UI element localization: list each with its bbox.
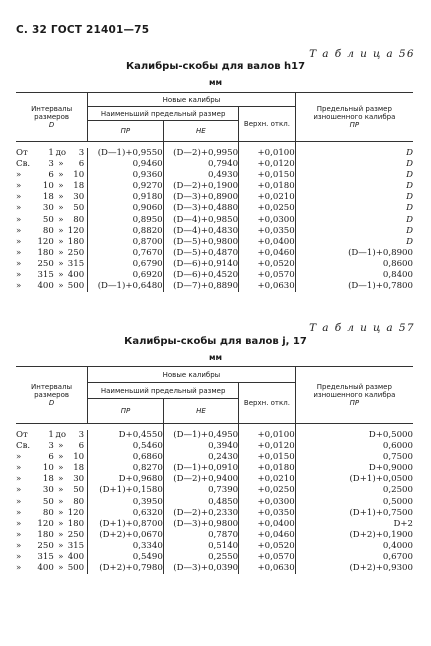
interval-from: 80 <box>42 225 54 236</box>
table-56-title: Калибры-скобы для валов h17 <box>125 61 306 72</box>
interval-separator: » <box>58 441 64 452</box>
interval-separator: » <box>58 540 64 551</box>
upper-deviation: +0,0520 <box>239 541 296 552</box>
interval-prefix: Св. <box>16 159 31 170</box>
interval-prefix: » <box>16 474 22 485</box>
pr-value: 0,9180 <box>88 192 163 203</box>
interval-separator: » <box>58 214 64 225</box>
worn-limit: D <box>406 148 413 158</box>
interval-separator: » <box>58 258 64 269</box>
interval-separator: » <box>58 474 64 485</box>
worn-limit: D+0,5000 <box>368 430 413 440</box>
table-57-title: Калибры-скобы для валов j, 17 <box>124 336 307 347</box>
interval-from: 18 <box>42 474 54 485</box>
pr-value: 0,6320 <box>88 508 164 519</box>
interval-separator: » <box>58 463 64 474</box>
interval-from: 250 <box>37 258 54 269</box>
interval-prefix: » <box>16 181 22 192</box>
interval-to: 50 <box>68 485 88 496</box>
table-57-unit: мм <box>208 353 223 362</box>
upper-deviation: +0,0180 <box>239 463 296 474</box>
interval-separator: » <box>58 192 64 203</box>
table-row <box>16 215 413 226</box>
interval-from: 315 <box>37 552 54 563</box>
worn-limit: D <box>406 192 413 203</box>
interval-from: 80 <box>42 507 54 518</box>
worn-limit: 0,7500 <box>382 452 413 463</box>
interval-to: 10 <box>68 452 88 463</box>
interval-to: 10 <box>68 170 88 181</box>
ne-value: (D—6)+0,4520 <box>163 270 238 281</box>
pr-value: 0,8700 <box>88 237 163 248</box>
table-row <box>16 563 413 574</box>
interval-prefix: » <box>16 463 22 474</box>
interval-prefix: » <box>16 518 22 529</box>
ne-value: (D—4)+0,9850 <box>163 215 238 226</box>
table-row <box>16 463 413 474</box>
table-row <box>16 148 413 159</box>
table-row <box>16 159 413 170</box>
table-56-least-header: Наименьший предельный размер <box>88 107 239 121</box>
worn-limit: D <box>406 170 413 181</box>
upper-deviation: +0,0180 <box>239 181 296 192</box>
pr-value: 0,6790 <box>88 259 163 270</box>
interval-to: 315 <box>68 259 88 270</box>
interval-prefix: Св. <box>16 441 31 452</box>
worn-limit: (D—1)+0,8900 <box>348 247 413 258</box>
table-row <box>16 270 413 281</box>
pr-value: 0,9270 <box>88 181 163 192</box>
worn-limit: 0,5000 <box>382 496 413 507</box>
worn-limit: D <box>406 236 413 247</box>
pr-value: 0,5460 <box>88 441 164 452</box>
interval-from: 3 <box>48 441 54 452</box>
table-row <box>16 226 413 237</box>
table-row <box>16 203 413 214</box>
interval-to: 6 <box>68 159 88 170</box>
upper-deviation: +0,0630 <box>239 281 296 292</box>
interval-from: 50 <box>42 496 54 507</box>
ne-value: (D—2)+0,9400 <box>163 474 238 485</box>
table-row <box>16 497 413 508</box>
worn-limit: (D+1)+0,7500 <box>349 507 413 518</box>
upper-deviation: +0,0150 <box>239 170 296 181</box>
interval-from: 400 <box>37 281 54 292</box>
table-row <box>16 485 413 496</box>
pr-value: 0,8270 <box>88 463 164 474</box>
interval-prefix: » <box>16 496 22 507</box>
pr-value: 0,6860 <box>88 452 164 463</box>
pr-value: 0,8820 <box>88 226 163 237</box>
ne-value: (D—6)+0,9140 <box>163 259 238 270</box>
interval-prefix: » <box>16 452 22 463</box>
table-56-unit: мм <box>208 78 223 87</box>
worn-limit: 0,6700 <box>382 552 413 563</box>
pr-value: D+0,9680 <box>88 474 164 485</box>
interval-to: 18 <box>68 181 88 192</box>
ne-value: (D—2)+0,1900 <box>163 181 238 192</box>
table-57-least-header: Наименьший предельный размер <box>88 383 239 399</box>
interval-separator: » <box>58 270 64 281</box>
upper-deviation: +0,0300 <box>239 497 296 508</box>
interval-to: 180 <box>68 237 88 248</box>
pr-value: (D+2)+0,7980 <box>88 563 164 574</box>
worn-limit: 0,8400 <box>382 270 413 281</box>
table-row <box>16 237 413 248</box>
table-row <box>16 248 413 259</box>
interval-to: 80 <box>68 497 88 508</box>
pr-value: 0,3950 <box>88 497 164 508</box>
table-row <box>16 541 413 552</box>
worn-limit: (D+2)+0,9300 <box>349 563 413 574</box>
interval-prefix: » <box>16 270 22 281</box>
pr-value: (D+1)+0,1580 <box>88 485 164 496</box>
worn-limit: (D—1)+0,7800 <box>348 281 413 292</box>
pr-value: 0,6920 <box>88 270 163 281</box>
interval-from: 1 <box>48 148 54 158</box>
interval-to: 250 <box>68 248 88 259</box>
table-row <box>16 430 413 441</box>
ne-value: 0,7390 <box>163 485 238 496</box>
pr-value: 0,5490 <box>88 552 164 563</box>
table-57-intervals-header: Интервалы размеров D <box>16 367 88 424</box>
interval-from: 250 <box>37 540 54 551</box>
interval-prefix: » <box>16 281 22 292</box>
ne-value: (D—3)+0,4880 <box>163 203 238 214</box>
interval-separator: » <box>58 281 64 292</box>
pr-value: (D+2)+0,0670 <box>88 530 164 541</box>
interval-to: 250 <box>68 530 88 541</box>
ne-value: 0,7940 <box>163 159 238 170</box>
upper-deviation: +0,0120 <box>239 159 296 170</box>
interval-separator: » <box>58 247 64 258</box>
table-57-worn-header: Предельный размер изношенного калибра ПР <box>295 367 413 424</box>
table-56-label: Т а б л и ц а 56 <box>309 48 415 60</box>
table-56 <box>16 92 413 292</box>
interval-to: 315 <box>68 541 88 552</box>
interval-separator: » <box>58 552 64 563</box>
interval-separator: » <box>58 203 64 214</box>
interval-from: 10 <box>42 463 54 474</box>
interval-separator: » <box>58 225 64 236</box>
upper-deviation: +0,0100 <box>239 148 296 159</box>
ne-value: (D—2)+0,9950 <box>163 148 238 159</box>
worn-limit: 0,2500 <box>382 485 413 496</box>
interval-from: 50 <box>42 214 54 225</box>
upper-deviation: +0,0120 <box>239 441 296 452</box>
interval-to: 50 <box>68 203 88 214</box>
interval-to: 180 <box>68 519 88 530</box>
table-56-pr-header: ПР <box>88 121 163 142</box>
interval-to: 3 <box>68 148 88 159</box>
interval-from: 400 <box>37 563 54 574</box>
ne-value: 0,4930 <box>163 170 238 181</box>
pr-value: 0,3340 <box>88 541 164 552</box>
interval-prefix: » <box>16 258 22 269</box>
ne-value: 0,3940 <box>163 441 238 452</box>
upper-deviation: +0,0520 <box>239 259 296 270</box>
interval-from: 120 <box>37 236 54 247</box>
ne-value: (D—1)+0,4950 <box>163 430 238 441</box>
interval-from: 180 <box>37 247 54 258</box>
upper-deviation: +0,0400 <box>239 237 296 248</box>
interval-separator: » <box>58 485 64 496</box>
upper-deviation: +0,0630 <box>239 563 296 574</box>
interval-separator: » <box>58 518 64 529</box>
worn-limit: D+2 <box>393 518 413 529</box>
interval-to: 500 <box>68 281 88 292</box>
pr-value: 0,9360 <box>88 170 163 181</box>
ne-value: (D—7)+0,8890 <box>163 281 238 292</box>
ne-value: (D—4)+0,4830 <box>163 226 238 237</box>
pr-value: 0,8950 <box>88 215 163 226</box>
table-57-pr-header: ПР <box>88 399 164 424</box>
upper-deviation: +0,0100 <box>239 430 296 441</box>
upper-deviation: +0,0210 <box>239 474 296 485</box>
interval-from: 6 <box>48 452 54 463</box>
table-row <box>16 181 413 192</box>
ne-value: (D—1)+0,0910 <box>163 463 238 474</box>
ne-value: 0,2550 <box>163 552 238 563</box>
interval-prefix: » <box>16 214 22 225</box>
interval-prefix: » <box>16 507 22 518</box>
upper-deviation: +0,0400 <box>239 519 296 530</box>
interval-separator: » <box>58 181 64 192</box>
table-57-new-header: Новые калибры <box>88 367 296 383</box>
interval-to: 30 <box>68 192 88 203</box>
pr-value: 0,7670 <box>88 248 163 259</box>
worn-limit: (D+1)+0,0500 <box>349 474 413 485</box>
table-row <box>16 441 413 452</box>
interval-from: 6 <box>48 170 54 181</box>
table-row <box>16 259 413 270</box>
interval-prefix: » <box>16 485 22 496</box>
interval-prefix: » <box>16 203 22 214</box>
interval-to: 400 <box>68 270 88 281</box>
upper-deviation: +0,0570 <box>239 270 296 281</box>
worn-limit: D <box>406 225 413 236</box>
interval-from: 120 <box>37 518 54 529</box>
table-56-new-header: Новые калибры <box>88 93 296 107</box>
interval-from: 30 <box>42 485 54 496</box>
interval-prefix: » <box>16 529 22 540</box>
interval-prefix: » <box>16 540 22 551</box>
table-row <box>16 192 413 203</box>
interval-separator: » <box>58 496 64 507</box>
interval-prefix: От <box>16 148 28 158</box>
interval-to: 80 <box>68 215 88 226</box>
interval-prefix: » <box>16 236 22 247</box>
upper-deviation: +0,0300 <box>239 215 296 226</box>
table-row <box>16 170 413 181</box>
table-56-intervals-header: Интервалы размеров D <box>16 93 88 142</box>
interval-to: 120 <box>68 508 88 519</box>
worn-limit: D+0,9000 <box>368 463 413 474</box>
interval-separator: » <box>58 563 64 574</box>
ne-value: (D—3)+0,8900 <box>163 192 238 203</box>
upper-deviation: +0,0250 <box>239 485 296 496</box>
ne-value: (D—5)+0,9800 <box>163 237 238 248</box>
interval-prefix: » <box>16 247 22 258</box>
interval-prefix: » <box>16 170 22 181</box>
interval-prefix: » <box>16 552 22 563</box>
interval-to: 18 <box>68 463 88 474</box>
ne-value: (D—2)+0,2330 <box>163 508 238 519</box>
interval-from: 10 <box>42 181 54 192</box>
table-57 <box>16 366 413 574</box>
worn-limit: D <box>406 214 413 225</box>
worn-limit: D <box>406 203 413 214</box>
ne-value: 0,7870 <box>163 530 238 541</box>
interval-from: 180 <box>37 529 54 540</box>
table-row <box>16 552 413 563</box>
interval-from: 30 <box>42 203 54 214</box>
upper-deviation: +0,0570 <box>239 552 296 563</box>
interval-separator: » <box>58 452 64 463</box>
interval-to: 30 <box>68 474 88 485</box>
table-57-label: Т а б л и ц а 57 <box>309 322 415 334</box>
interval-prefix: » <box>16 225 22 236</box>
interval-prefix: » <box>16 192 22 203</box>
pr-value: (D—1)+0,9550 <box>88 148 163 159</box>
table-56-upper-header: Верхн. откл. <box>239 107 296 142</box>
interval-from: 18 <box>42 192 54 203</box>
ne-value: 0,5140 <box>163 541 238 552</box>
upper-deviation: +0,0350 <box>239 508 296 519</box>
interval-from: 1 <box>48 430 54 440</box>
upper-deviation: +0,0150 <box>239 452 296 463</box>
table-row <box>16 519 413 530</box>
table-row <box>16 452 413 463</box>
table-row <box>16 530 413 541</box>
ne-value: 0,4850 <box>163 497 238 508</box>
table-57-ne-header: НЕ <box>163 399 238 424</box>
upper-deviation: +0,0460 <box>239 248 296 259</box>
interval-to: 120 <box>68 226 88 237</box>
ne-value: 0,2430 <box>163 452 238 463</box>
worn-limit: D <box>406 181 413 192</box>
interval-from: 315 <box>37 270 54 281</box>
ne-value: (D—3)+0,9800 <box>163 519 238 530</box>
table-57-upper-header: Верхн. откл. <box>239 383 296 424</box>
interval-separator: до <box>55 148 67 158</box>
interval-to: 6 <box>68 441 88 452</box>
upper-deviation: +0,0460 <box>239 530 296 541</box>
interval-separator: » <box>58 529 64 540</box>
worn-limit: 0,8600 <box>382 258 413 269</box>
worn-limit: (D+2)+0,1900 <box>349 529 413 540</box>
worn-limit: 0,4000 <box>382 540 413 551</box>
upper-deviation: +0,0210 <box>239 192 296 203</box>
pr-value: D+0,4550 <box>88 430 164 441</box>
interval-to: 3 <box>68 430 88 441</box>
interval-prefix: От <box>16 430 28 440</box>
interval-separator: до <box>55 430 66 440</box>
interval-separator: » <box>58 159 64 170</box>
ne-value: (D—5)+0,4870 <box>163 248 238 259</box>
pr-value: 0,9460 <box>88 159 163 170</box>
table-row <box>16 281 413 292</box>
pr-value: (D+1)+0,8700 <box>88 519 164 530</box>
upper-deviation: +0,0250 <box>239 203 296 214</box>
table-row <box>16 508 413 519</box>
table-56-worn-header: Предельный размер изношенного калибра ПР <box>295 93 413 142</box>
interval-separator: » <box>58 170 64 181</box>
pr-value: 0,9060 <box>88 203 163 214</box>
interval-separator: » <box>58 236 64 247</box>
worn-limit: D <box>406 159 413 170</box>
ne-value: (D—3)+0,0390 <box>163 563 238 574</box>
worn-limit: 0,6000 <box>382 441 413 452</box>
pr-value: (D—1)+0,6480 <box>88 281 163 292</box>
upper-deviation: +0,0350 <box>239 226 296 237</box>
table-56-ne-header: НЕ <box>163 121 238 142</box>
interval-to: 500 <box>68 563 88 574</box>
page-header: С. 32 ГОСТ 21401—75 <box>16 24 150 36</box>
interval-prefix: » <box>16 563 22 574</box>
table-row <box>16 474 413 485</box>
interval-to: 400 <box>68 552 88 563</box>
interval-separator: » <box>58 507 64 518</box>
interval-from: 3 <box>48 159 54 170</box>
